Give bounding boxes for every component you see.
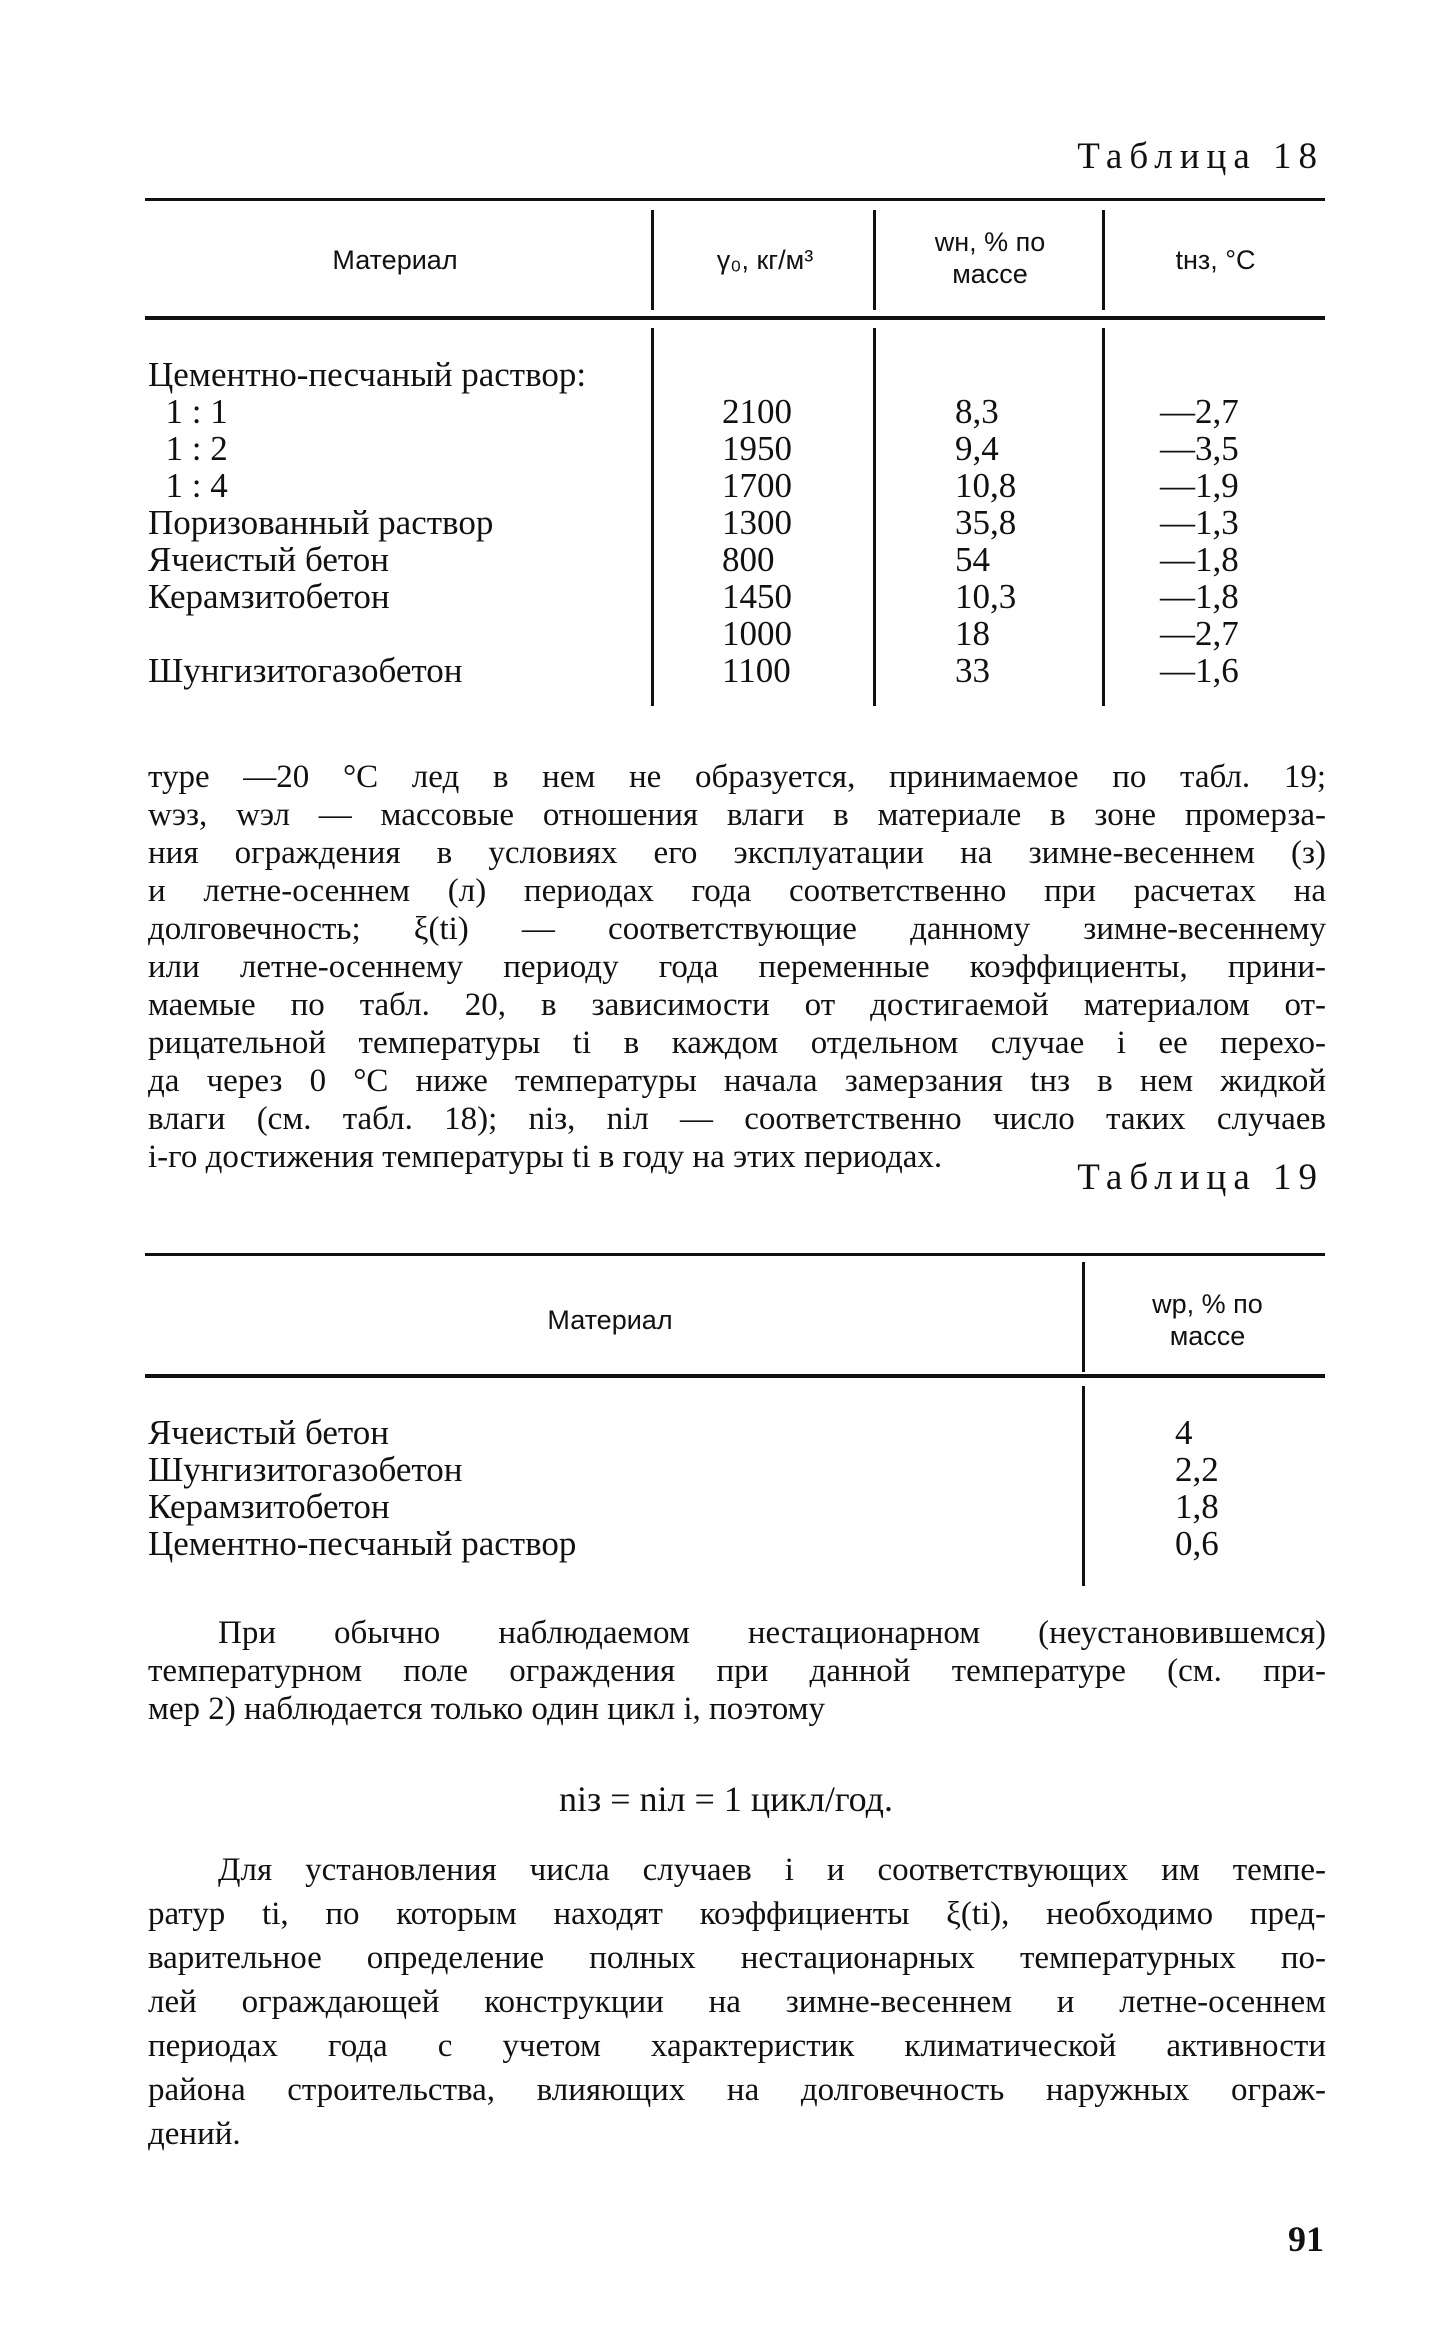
table-18-density-cell: 1300 bbox=[722, 503, 792, 542]
table-18-density-cell: 800 bbox=[722, 540, 775, 579]
table-18-temp-cell: —3,5 bbox=[1160, 429, 1239, 468]
paragraph-line: дений. bbox=[148, 2116, 241, 2152]
table-18-material-cell: Цементно-песчаный раствор: bbox=[148, 355, 587, 394]
table-18-density-cell: 2100 bbox=[722, 392, 792, 431]
table-18-header-rule bbox=[145, 316, 1325, 320]
paragraph-line: wэз, wэл — массовые отношения влаги в материале в зоне промерза- bbox=[148, 797, 1326, 833]
table-18-material-cell: 1 : 1 bbox=[148, 392, 228, 431]
table-18-material-cell: 1 : 2 bbox=[148, 429, 228, 468]
table-18-temp-column bbox=[1160, 356, 1300, 689]
paragraph-line: рицательной температуры ti в каждом отдельном случае i ее перехо- bbox=[148, 1025, 1326, 1061]
table-19-top-rule bbox=[145, 1253, 1325, 1256]
paragraph-line: При обычно наблюдаемом нестационарном (неустановившемся) bbox=[218, 1615, 1326, 1651]
paragraph-line: мер 2) наблюдается только один цикл i, поэтому bbox=[148, 1691, 826, 1727]
table-18-density-cell: 1000 bbox=[722, 614, 792, 653]
paragraph-line: Для установления числа случаев i и соответствующих им темпе- bbox=[218, 1852, 1326, 1888]
table-18-material-cell: Ячеистый бетон bbox=[148, 540, 389, 579]
table-18-header-moisture-line2: массе bbox=[952, 259, 1028, 289]
table-18-density-cell bbox=[722, 356, 842, 393]
paragraph-line: да через 0 °С ниже температуры начала замерзания tнз в нем жидкой bbox=[148, 1063, 1326, 1099]
table-18-moisture-cell: 10,3 bbox=[955, 577, 1017, 616]
table-18-divider-3 bbox=[1102, 210, 1105, 310]
table-18-header-moisture bbox=[880, 226, 1100, 290]
table-18-moisture-cell: 8,3 bbox=[955, 392, 999, 431]
table-18-moisture-cell: 9,4 bbox=[955, 429, 999, 468]
paragraph-line: долговечность; ξ(ti) — соответствующие данному зимне-весеннему bbox=[148, 911, 1326, 947]
paragraph-line: ния ограждения в условиях его эксплуатации на зимне-весеннем (з) bbox=[148, 835, 1326, 871]
table-18-moisture-column bbox=[955, 356, 1075, 689]
table-18-moisture-cell bbox=[955, 356, 1075, 393]
table-19-caption: Таблица 19 bbox=[1077, 1157, 1324, 1198]
table-19-material-cell: Керамзитобетон bbox=[148, 1487, 390, 1526]
table-18-density-column bbox=[722, 356, 842, 689]
body-paragraph-1 bbox=[148, 758, 1326, 1176]
table-18-material-cell: Поризованный раствор bbox=[148, 503, 494, 542]
table-19-material-cell: Шунгизитогазобетон bbox=[148, 1450, 463, 1489]
paragraph-line: или летне-осеннему периоду года переменные коэффициенты, прини- bbox=[148, 949, 1326, 985]
paragraph-line: лей ограждающей конструкции на зимне-весеннем и летне-осеннем bbox=[148, 1984, 1326, 2020]
body-paragraph-2 bbox=[148, 1614, 1326, 1728]
paragraph-line: маемые по табл. 20, в зависимости от достигаемой материалом от- bbox=[148, 987, 1326, 1023]
table-19-header-moisture-line2: массе bbox=[1169, 1321, 1246, 1351]
table-19-header-material: Материал bbox=[547, 1305, 673, 1335]
table-19-header-rule bbox=[145, 1374, 1325, 1378]
paragraph-line: варительное определение полных нестационарных температурных по- bbox=[148, 1940, 1326, 1976]
table-19-material-column bbox=[148, 1414, 1048, 1562]
table-19-value-cell: 2,2 bbox=[1175, 1450, 1219, 1489]
table-18-material-cell: 1 : 4 bbox=[148, 466, 228, 505]
paragraph-line: влаги (см. табл. 18); niз, niл — соответственно число таких случаев bbox=[148, 1101, 1326, 1137]
table-19-value-column bbox=[1175, 1414, 1295, 1562]
table-19-header-moisture bbox=[1090, 1288, 1325, 1352]
table-19-value-cell: 0,6 bbox=[1175, 1524, 1219, 1563]
table-18-density-cell: 1450 bbox=[722, 577, 792, 616]
table-18-moisture-cell: 35,8 bbox=[955, 503, 1017, 542]
table-18-top-rule bbox=[145, 198, 1325, 201]
table-19-body-divider bbox=[1082, 1386, 1085, 1586]
table-18-temp-cell bbox=[1160, 356, 1300, 393]
table-18-temp-cell: —1,6 bbox=[1160, 651, 1239, 690]
paragraph-line: и летне-осеннем (л) периодах года соответственно при расчетах на bbox=[148, 873, 1326, 909]
table-18-header-moisture-line1: wн, % по bbox=[934, 227, 1046, 257]
paragraph-line: ратур ti, по которым находят коэффициенты ξ(ti), необходимо пред- bbox=[148, 1896, 1326, 1932]
formula-cycles: niз = niл = 1 цикл/год. bbox=[559, 1779, 893, 1819]
table-18-body-divider-3 bbox=[1102, 328, 1105, 706]
paragraph-line: района строительства, влияющих на долговечность наружных ограж- bbox=[148, 2072, 1326, 2108]
table-18-body-divider-1 bbox=[651, 328, 654, 706]
table-18-density-cell: 1100 bbox=[722, 651, 791, 690]
table-18-moisture-cell: 33 bbox=[955, 651, 990, 690]
paragraph-line: температурном поле ограждения при данной температуре (см. при- bbox=[148, 1653, 1326, 1689]
table-18-material-cell: Шунгизитогазобетон bbox=[148, 651, 463, 690]
table-19-material-cell: Ячеистый бетон bbox=[148, 1413, 389, 1452]
table-18-header-temp: tнз, °C bbox=[1175, 245, 1256, 275]
table-18-moisture-cell: 54 bbox=[955, 540, 990, 579]
table-18-temp-cell: —2,7 bbox=[1160, 392, 1239, 431]
table-18-material-cell bbox=[148, 615, 648, 652]
table-18-density-cell: 1950 bbox=[722, 429, 792, 468]
table-19-value-cell: 4 bbox=[1175, 1413, 1193, 1452]
table-18-divider-2 bbox=[873, 210, 876, 310]
table-18-temp-cell: —1,9 bbox=[1160, 466, 1239, 505]
table-18-temp-cell: —1,8 bbox=[1160, 540, 1239, 579]
table-18-body-divider-2 bbox=[873, 328, 876, 706]
paragraph-line: туре —20 °С лед в нем не образуется, принимаемое по табл. 19; bbox=[148, 759, 1326, 795]
table-19-header-moisture-line1: wр, % по bbox=[1152, 1289, 1263, 1319]
table-18-divider-1 bbox=[651, 210, 654, 310]
paragraph-line: периодах года с учетом характеристик климатической активности bbox=[148, 2028, 1326, 2064]
table-18-material-column bbox=[148, 356, 648, 689]
table-18-header-material: Материал bbox=[332, 245, 458, 275]
paragraph-line: i-го достижения температуры ti в году на этих периодах. bbox=[148, 1139, 943, 1175]
table-18-caption: Таблица 18 bbox=[1077, 136, 1324, 177]
table-18-moisture-cell: 10,8 bbox=[955, 466, 1017, 505]
table-19-material-cell: Цементно-песчаный раствор bbox=[148, 1524, 577, 1563]
table-18-temp-cell: —1,3 bbox=[1160, 503, 1239, 542]
table-18-density-cell: 1700 bbox=[722, 466, 792, 505]
table-18-header-density: γ₀, кг/м³ bbox=[716, 245, 814, 275]
table-18-moisture-cell: 18 bbox=[955, 614, 990, 653]
page-number: 91 bbox=[1288, 2219, 1324, 2259]
table-19-value-cell: 1,8 bbox=[1175, 1487, 1219, 1526]
table-19-divider bbox=[1082, 1262, 1085, 1372]
table-18-material-cell: Керамзитобетон bbox=[148, 577, 390, 616]
table-18-temp-cell: —2,7 bbox=[1160, 614, 1239, 653]
body-paragraph-3 bbox=[148, 1848, 1326, 2156]
table-18-temp-cell: —1,8 bbox=[1160, 577, 1239, 616]
